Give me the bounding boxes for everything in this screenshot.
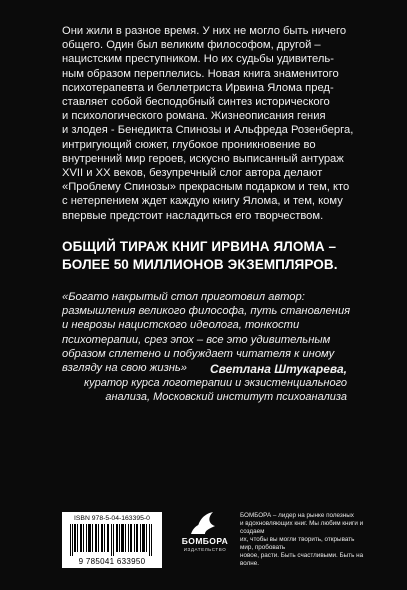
barcode-digits: 9 785041 633950 bbox=[78, 557, 146, 566]
description-line: ставляет собой бесподобный синтез исторического bbox=[62, 96, 330, 109]
description-line: Они жили в разное время. У них не могло быть ничего bbox=[62, 25, 347, 37]
description-line: и психологического романа. Жизнеописания гения bbox=[62, 110, 326, 123]
publisher-logo bbox=[175, 508, 235, 558]
description-line: с нетерпением ждет каждую книгу Ялома, и тем, кому bbox=[62, 195, 343, 208]
quote-line: размышления великого философа, путь становления bbox=[62, 305, 351, 318]
barcode-bars-icon bbox=[70, 524, 154, 556]
description-line: «Проблему Спинозы» прекрасным подарком и тем, кто bbox=[62, 181, 350, 194]
reviewer-role-line: куратор курса логотерапии и экзистенциального bbox=[83, 377, 347, 389]
description-line: ным образом переплелись. Новая книга знаменитого bbox=[62, 67, 339, 80]
quote-line: психотерапии, срез эпох – все это удивительным bbox=[62, 333, 331, 346]
quote-line: взгляду на свою жизнь» bbox=[62, 362, 188, 375]
description-line: психотерапевта и беллетриста Ирвина Ялома пред- bbox=[62, 81, 334, 94]
publisher-blurb-line: БОМБОРА – лидер на рынке полезных bbox=[240, 512, 354, 519]
quote-attribution bbox=[57, 362, 347, 405]
quote-line: и неврозы нацистского идеолога, тонкости bbox=[62, 319, 300, 332]
barcode bbox=[62, 512, 162, 568]
description-line: и злодея - Бенедикта Спинозы и Альфреда Розенберга, bbox=[62, 124, 354, 137]
publisher-blurb-line: их, чтобы вы могли творить, открывать мир, пробовать bbox=[240, 536, 355, 551]
publisher-name: БОМБОРА bbox=[181, 536, 229, 546]
description-line: интригующий сюжет, глубокое проникновение во bbox=[62, 138, 316, 151]
quote-line: «Богато накрытый стол приготовил автор: bbox=[62, 291, 305, 303]
bombora-wave-icon bbox=[175, 508, 235, 536]
description-line: нацистским преступником. Но их судьбы удивитель- bbox=[62, 53, 334, 66]
reviewer-role-line: анализа, Московский институт психоанализа bbox=[105, 390, 347, 403]
circulation-headline bbox=[62, 238, 362, 274]
reviewer-name: Светлана Штукарева, bbox=[210, 362, 347, 376]
description-text bbox=[62, 24, 362, 223]
isbn-text: ISBN 978-5-04-163395-0 bbox=[74, 515, 150, 522]
description-line: XVII и XX веков, безупречный слог автора делают bbox=[62, 167, 323, 180]
description-line: внутренний мир героев, искусно выписанный антураж bbox=[62, 152, 344, 165]
publisher-blurb bbox=[240, 512, 368, 568]
circulation-line-2: БОЛЕЕ 50 МИЛЛИОНОВ ЭКЗЕМПЛЯРОВ. bbox=[62, 257, 338, 272]
description-line: общего. Один был великим философом, другой – bbox=[62, 39, 321, 52]
circulation-line-1: ОБЩИЙ ТИРАЖ КНИГ ИРВИНА ЯЛОМА – bbox=[62, 239, 337, 254]
publisher-subtitle: ИЗДАТЕЛЬСТВО bbox=[183, 547, 227, 552]
publisher-blurb-line: новое, расти. Быть счастливыми. Быть на волне. bbox=[240, 552, 364, 567]
publisher-blurb-line: и вдохновляющих книг. Мы любим книги и создаем bbox=[240, 520, 364, 535]
quote-line: образом сплетено и побуждает читателя к иному bbox=[62, 347, 335, 360]
description-line: впервые предстоит насладиться его творчеством. bbox=[62, 209, 324, 222]
